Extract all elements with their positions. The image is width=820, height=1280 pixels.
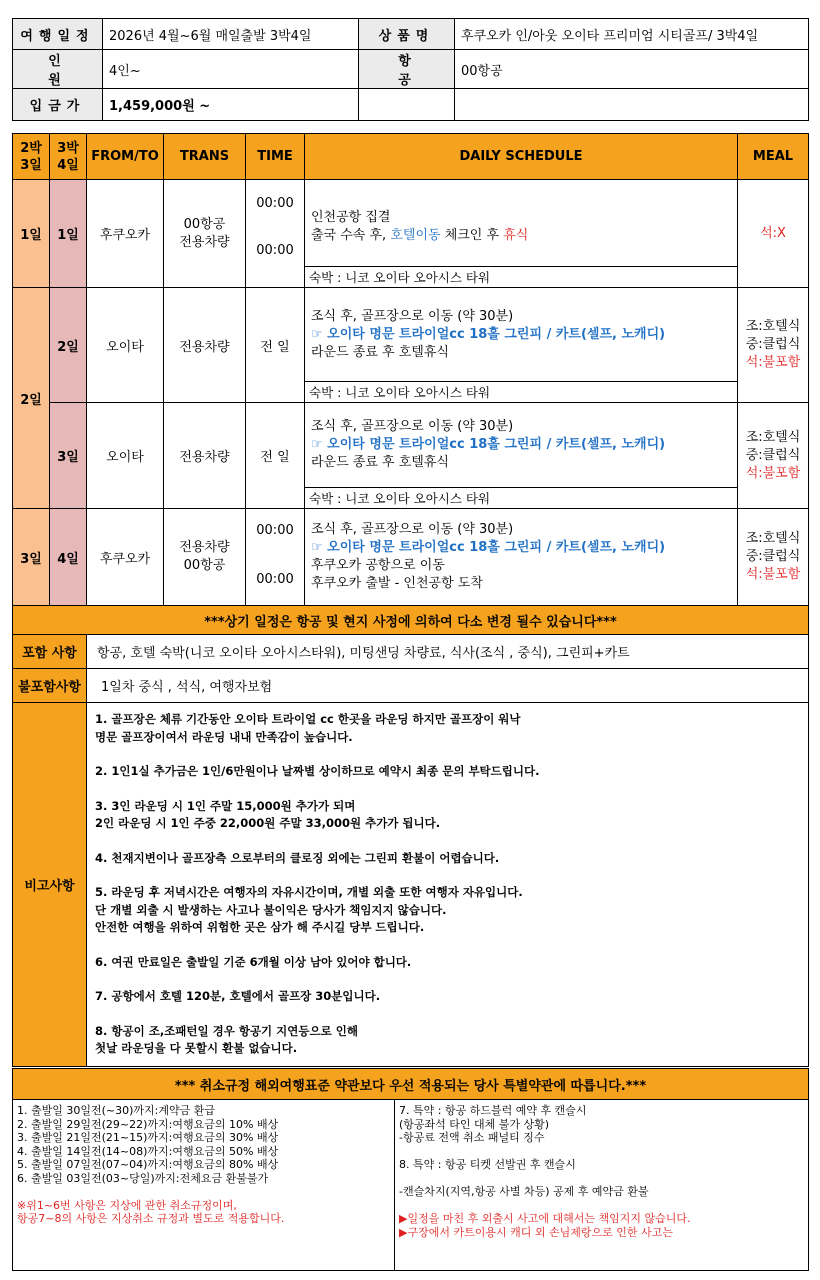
day3-meal3: 석:불포함 bbox=[745, 465, 801, 481]
cancel-rule-6: 6. 출발일 03일전(03~당일)까지:전체요금 환불불가 bbox=[17, 1171, 269, 1185]
period-value: 2026년 4월~6월 매일출발 3박4일 bbox=[103, 19, 359, 50]
day4-line4: 후쿠오카 출발 - 인천공항 도착 bbox=[311, 576, 483, 591]
special-rule-7-penalty: -항공료 전액 취소 패널티 징수 bbox=[399, 1131, 545, 1144]
header-meal: MEAL bbox=[738, 134, 809, 180]
cancel-rule-3: 3. 출발일 21일전(21~15)까지:여행요금의 30% 배상 bbox=[17, 1131, 279, 1144]
day4-trans2: 00항공 bbox=[183, 558, 226, 573]
day1-meal: 석:X bbox=[738, 180, 809, 288]
day1-rest: 휴식 bbox=[503, 228, 529, 243]
day4-meal1: 조:호텔식 bbox=[745, 531, 801, 546]
day3-line2: ☞ 오이타 명문 트라이얼cc 18홀 그린피 / 카트(셀프, 노캐디) bbox=[311, 437, 666, 452]
day-group-a: 2일 bbox=[13, 288, 50, 509]
remark-7: 7. 공항에서 호텔 120분, 호텔에서 골프장 30분입니다. bbox=[95, 989, 381, 1003]
day1-time-bot: 00:00 bbox=[256, 243, 294, 258]
remark-4: 4. 천재지변이나 골프장측 으로부터의 클로징 외에는 그린피 환불이 어렵습니다. bbox=[95, 850, 500, 865]
day3-meal bbox=[738, 403, 809, 509]
cancellation-right bbox=[395, 1100, 809, 1271]
day4-trans1: 전용차량 bbox=[179, 540, 230, 555]
cancel-rule-1: 1. 출발일 30일전(~30)까지:계약금 환급 bbox=[17, 1104, 215, 1117]
day1-trans1: 00항공 bbox=[183, 216, 226, 232]
day1-line1: 인천공항 집결 bbox=[311, 210, 391, 225]
day4-line2: ☞ 오이타 명문 트라이얼cc 18홀 그린피 / 카트(셀프, 노캐디) bbox=[311, 540, 666, 555]
day3-time: 전 일 bbox=[246, 403, 305, 509]
special-rule-8: 8. 특약 : 항공 티켓 선발권 후 캔슬시 bbox=[399, 1158, 576, 1171]
day4-time bbox=[246, 509, 305, 606]
product-value: 후쿠오카 인/아웃 오이타 프리미엄 시티골프/ 3박4일 bbox=[455, 19, 809, 50]
day4-from: 후쿠오카 bbox=[87, 509, 164, 606]
people-label: 인원 bbox=[13, 50, 103, 89]
day1-from: 후쿠오카 bbox=[87, 180, 164, 288]
day4-trans bbox=[164, 509, 246, 606]
day4-line3: 후쿠오카 공항으로 이동 bbox=[311, 558, 445, 573]
day3-trans: 전용차량 bbox=[164, 403, 246, 509]
day1-trans bbox=[164, 180, 246, 288]
day1-schedule bbox=[305, 180, 738, 267]
header-trans: TRANS bbox=[164, 134, 246, 180]
day4-meal2: 중:클럽식 bbox=[745, 549, 801, 564]
liability-note-2: ▶구장에서 카트이용시 캐디 외 손님제랑으로 인한 사고는 bbox=[399, 1225, 673, 1239]
liability-note-1: ▶일정을 마친 후 외출시 사고에 대해서는 책임지지 않습니다. bbox=[399, 1212, 691, 1225]
air-value: 00항공 bbox=[455, 50, 809, 89]
day2-time: 전 일 bbox=[246, 288, 305, 403]
day2-col-b: 2일 bbox=[50, 288, 87, 403]
remarks-list bbox=[87, 703, 809, 1067]
day4-line1: 조식 후, 골프장으로 이동 (약 30분) bbox=[311, 522, 514, 537]
day3-from: 오이타 bbox=[87, 403, 164, 509]
day1-trans2: 전용차량 bbox=[179, 234, 230, 250]
day1-line2-pre: 출국 수속 후, bbox=[311, 228, 391, 243]
trip-info-table bbox=[12, 18, 809, 121]
special-rule-8-refund: -캔슬차지(지역,항공 사별 차등) 공제 후 예약금 환불 bbox=[399, 1185, 649, 1198]
day4-meal bbox=[738, 509, 809, 606]
include-label: 포함 사항 bbox=[13, 635, 87, 669]
cancellation-left bbox=[13, 1100, 395, 1271]
special-rule-7: 7. 특약 : 항공 하드블럭 예약 후 캔슬시 bbox=[399, 1104, 587, 1117]
remark-8: 8. 항공이 조,조패턴일 경우 항공기 지연등으로 인해 첫날 라운딩을 다 못할시 환불 없습니다. bbox=[95, 1023, 358, 1055]
day2-schedule bbox=[305, 288, 738, 382]
day4-time-bot: 00:00 bbox=[256, 572, 294, 587]
cancel-rule-5: 5. 출발일 07일전(07~04)까지:여행요금의 80% 배상 bbox=[17, 1158, 279, 1171]
day2-line3: 라운드 종료 후 호텔휴식 bbox=[311, 344, 449, 360]
header-2n3d: 2박 3일 bbox=[13, 134, 50, 180]
day2-meal2: 중:클럽식 bbox=[745, 337, 801, 352]
day1-line2-mid: 체크인 후 bbox=[440, 228, 504, 243]
header-time: TIME bbox=[246, 134, 305, 180]
remark-3: 3. 3인 라운딩 시 1인 주말 15,000원 추가가 되며 2인 라운딩 시 1인 주중 22,000원 주말 33,000원 추가가 됩니다. bbox=[95, 798, 441, 830]
day2-line2: ☞ 오이타 명문 트라이얼cc 18홀 그린피 / 카트(셀프, 노캐디) bbox=[311, 326, 666, 342]
day2-meal3: 석:불포함 bbox=[745, 355, 801, 370]
day2-meal1: 조:호텔식 bbox=[745, 319, 801, 334]
air-label: 항공 bbox=[359, 50, 455, 89]
day4-col-b: 4일 bbox=[50, 509, 87, 606]
people-value: 4인~ bbox=[103, 50, 359, 89]
day4-meal3: 석:불포함 bbox=[745, 567, 801, 582]
exclude-value: 1일차 중식 , 석식, 여행자보험 bbox=[87, 669, 809, 703]
price-label: 입금가 bbox=[13, 89, 103, 121]
day1-stay: 숙박 : 니코 오이타 오아시스 타워 bbox=[305, 267, 738, 288]
day3-col-b: 3일 bbox=[50, 403, 87, 509]
day2-trans: 전용차량 bbox=[164, 288, 246, 403]
cancel-note-1: ※위1~6번 사항은 지상에 관한 취소규정이며, bbox=[17, 1198, 237, 1212]
remarks-label: 비고사항 bbox=[13, 703, 87, 1067]
day2-meal bbox=[738, 288, 809, 403]
period-label: 여행일정 bbox=[13, 19, 103, 50]
product-label: 상품명 bbox=[359, 19, 455, 50]
day2-line1: 조식 후, 골프장으로 이동 (약 30분) bbox=[311, 308, 514, 324]
exclude-label: 불포함사항 bbox=[13, 669, 87, 703]
day3-meal2: 중:클럽식 bbox=[745, 447, 801, 463]
day3-meal1: 조:호텔식 bbox=[745, 429, 801, 445]
day1-col-a: 1일 bbox=[13, 180, 50, 288]
schedule-change-notice: ***상기 일정은 항공 및 현지 사정에 의하여 다소 변경 될수 있습니다*** bbox=[13, 606, 809, 635]
day3-line1: 조식 후, 골프장으로 이동 (약 30분) bbox=[311, 419, 514, 434]
day2-stay: 숙박 : 니코 오이타 오아시스 타워 bbox=[305, 382, 738, 403]
cancel-rule-2: 2. 출발일 29일전(29~22)까지:여행요금의 10% 배상 bbox=[17, 1117, 279, 1131]
cancel-rule-4: 4. 출발일 14일전(14~08)까지:여행요금의 50% 배상 bbox=[17, 1144, 279, 1158]
include-value: 항공, 호텔 숙박(니코 오이타 오아시스타워), 미팅샌딩 차량료, 식사(조식 , 중식), 그린피+카트 bbox=[87, 635, 809, 669]
day4-col-a: 3일 bbox=[13, 509, 50, 606]
day1-col-b: 1일 bbox=[50, 180, 87, 288]
header-from-to: FROM/TO bbox=[87, 134, 164, 180]
cancellation-table bbox=[12, 1068, 809, 1271]
day2-from: 오이타 bbox=[87, 288, 164, 403]
header-daily-schedule: DAILY SCHEDULE bbox=[305, 134, 738, 180]
day3-schedule bbox=[305, 403, 738, 488]
day1-line2 bbox=[311, 227, 731, 245]
schedule-table bbox=[12, 133, 809, 1067]
remark-6: 6. 여권 만료일은 출발일 기준 6개월 이상 남아 있어야 합니다. bbox=[95, 954, 412, 969]
day4-schedule bbox=[305, 509, 738, 606]
day1-time-top: 00:00 bbox=[256, 196, 294, 211]
header-3n4d: 3박 4일 bbox=[50, 134, 87, 180]
special-rule-7-sub: (항공좌석 타인 대체 불가 상황) bbox=[399, 1117, 550, 1131]
cancellation-header: *** 취소규정 해외여행표준 약관보다 우선 적용되는 당사 특별약관에 따릅니다.*** bbox=[13, 1069, 809, 1100]
remark-5: 5. 라운딩 후 저녁시간은 여행자의 자유시간이며, 개별 외출 또한 여행자 자유입니다. 단 개별 외출 시 발생하는 사고나 불이익은 당사가 책임지지 않습니다. 안전한 여행을 위하여 위험한 곳은 삼가 해 주시길 당부 드립니다. bbox=[95, 885, 523, 934]
day3-line3: 라운드 종료 후 호텔휴식 bbox=[311, 455, 449, 470]
remark-2: 2. 1인1실 추가금은 1인/6만원이나 날짜별 상이하므로 예약시 최종 문의 부탁드립니다. bbox=[95, 764, 540, 778]
cancel-note-2: 항공7~8의 사항은 지상취소 규정과 별도로 적용합니다. bbox=[17, 1212, 285, 1225]
remark-1: 1. 골프장은 체류 기간동안 오이타 트라이얼 cc 한곳을 라운딩 하지만 골프장이 워낙 명문 골프장이여서 라운딩 내내 만족감이 높습니다. bbox=[95, 712, 521, 744]
day3-stay: 숙박 : 니코 오이타 오아시스 타워 bbox=[305, 488, 738, 509]
day1-time bbox=[246, 180, 305, 288]
day4-time-top: 00:00 bbox=[256, 523, 294, 538]
price-value: 1,459,000원 ~ bbox=[103, 89, 359, 121]
day1-hotel-move: 호텔이동 bbox=[390, 228, 441, 243]
